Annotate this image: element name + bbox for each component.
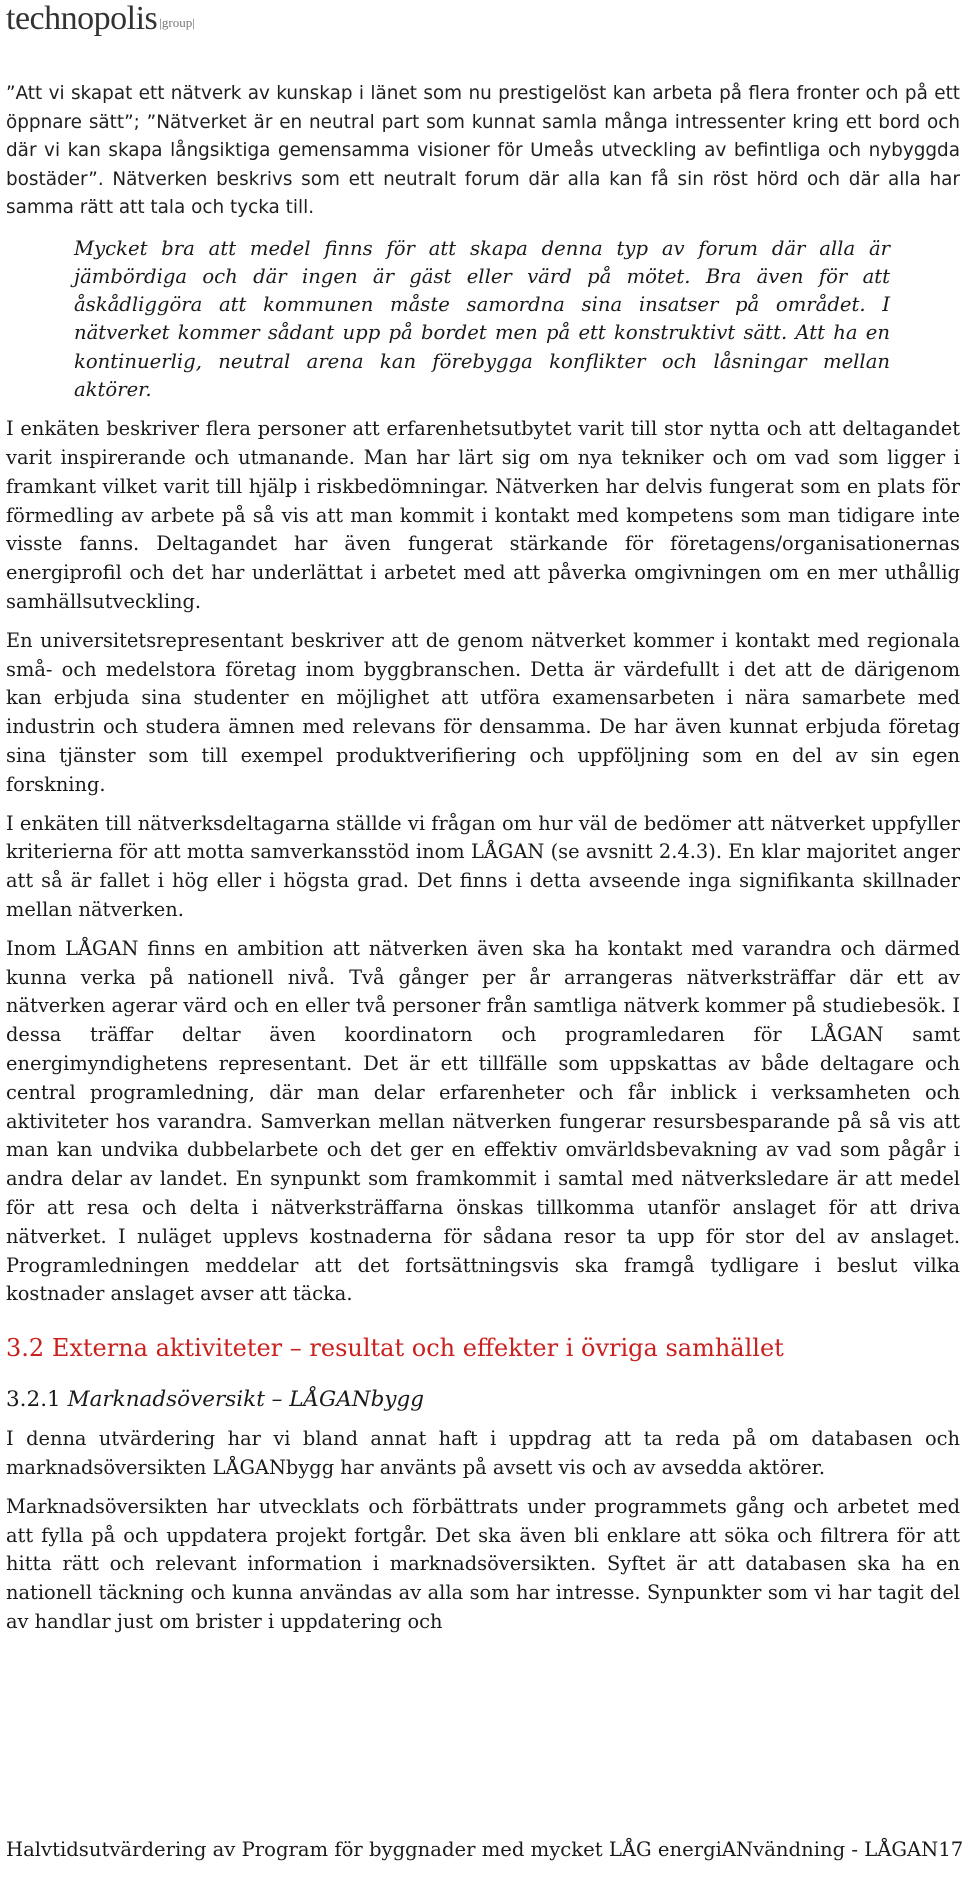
logo-group-tag: |group| [159, 15, 195, 30]
logo-wordmark: technopolis [6, 0, 158, 37]
paragraph-evaluation-task: I denna utvärdering har vi bland annat haft i uppdrag att ta reda på om databasen och marknadsöversikten LÅGANbygg har använts på avsett vis och av avsedda aktörer. [6, 1427, 960, 1479]
page-number: 17 [938, 1838, 963, 1861]
page-footer [6, 1836, 963, 1864]
quote-intro-paragraph: ”Att vi skapat ett nätverk av kunskap i länet som nu prestigelöst kan arbeta på flera fronter och på ett öppnare sätt”; ”Nätverket är en neutral part som kunnat samla många intressenter kring ett bord och där vi kan skapa långsiktiga gemensamma visioner för Umeås utveckling av befintliga och nybyggda bostäder”. Nätverken beskrivs som ett neutralt forum där alla kan få sin röst hörd och där alla har samma rätt att tala och tycka till. [6, 83, 960, 218]
paragraph-criteria: I enkäten till nätverksdeltagarna ställde vi frågan om hur väl de bedömer att nätverket uppfyller kriterierna för att motta samverkansstöd inom LÅGAN (se avsnitt 2.4.3). En klar majoritet anger att så är fallet i hög eller i högsta grad. Det finns i detta avseende inga signifikanta skillnader mellan nätverken. [6, 811, 960, 922]
subsection-number: 3.2.1 [6, 1387, 61, 1413]
subsection-title: Marknadsöversikt – LÅGANbygg [67, 1387, 425, 1413]
section-number: 3.2 [6, 1334, 45, 1363]
document-body [6, 80, 960, 1637]
paragraph-market-overview: Marknadsöversikten har utvecklats och förbättrats under programmets gång och arbetet med att fylla på och uppdatera projekt fortgår. Det ska även bli enklare att söka och filtrera för att hitta rätt och relevant information i marknadsöversikten. Syftet är att databasen ska ha en nationell täckning och kunna användas av alla som har intresse. Synpunkter som vi har tagit del av handlar just om brister i uppdatering och [6, 1494, 960, 1633]
subsection-heading [6, 1385, 960, 1415]
footer-text: Halvtidsutvärdering av Program för byggnader med mycket LÅG energiANvändning - LÅGAN [6, 1838, 939, 1861]
block-quote: Mycket bra att medel finns för att skapa denna typ av forum där alla är jämbördiga och där ingen är gäst eller värd på mötet. Bra även för att åskådliggöra att kommunen måste samordna sina insatser på området. I nätverket kommer sådant upp på bordet men på ett konstruktivt sätt. Att ha en kontinuerlig, neutral arena kan förebygga konflikter och låsningar mellan aktörer. [74, 236, 890, 401]
technopolis-logo [6, 0, 195, 38]
paragraph-survey-experience: I enkäten beskriver flera personer att erfarenhetsutbytet varit till stor nytta och att deltagandet varit inspirerande och utmanande. Man har lärt sig om nya tekniker och om vad som ligger i framkant vilket varit till hjälp i riskbedömningar. Nätverken har delvis fungerat som en plats för förmedling av arbete på så vis att man kommit i kontakt med kompetens som man tidigare inte visste fanns. Deltagandet har även fungerat stärkande för företagens/organisationernas energiprofil och det har underlättat i arbetet med att påverka omgivningen om en mer uthållig samhällsutveckling. [6, 417, 960, 614]
paragraph-national-level: Inom LÅGAN finns en ambition att nätverken även ska ha kontakt med varandra och därmed kunna verka på nationell nivå. Två gånger per år arrangeras nätverksträffar där ett av nätverken agerar värd och en eller två personer från samtliga nätverk kommer på studiebesök. I dessa träffar deltar även koordinatorn och programledaren för LÅGAN samt energimyndighetens representant. Det är ett tillfälle som uppskattas av både deltagare och central programledning, där man delar erfarenheter och får inblick i verksamheten och aktiviteter hos varandra. Samverkan mellan nätverken fungerar resursbesparande på så vis att man kan undvika dubbelarbete och det ger en effektiv omvärldsbevakning av vad som pågår i andra delar av landet. En synpunkt som framkommit i samtal med nätverksledare är att medel för att resa och delta i nätverksträffarna önskas tillkomma utanför anslaget för att driva nätverket. I nuläget upplevs kostnaderna för sådana resor ta upp för stor del av anslaget. Programledningen meddelar att det fortsättningsvis ska framgå tydligare i beslut vilka kostnader anslaget avser att täcka. [6, 936, 960, 1306]
section-title: Externa aktiviteter – resultat och effekter i övriga samhället [51, 1334, 784, 1363]
paragraph-university-rep: En universitetsrepresentant beskriver att de genom nätverket kommer i kontakt med regionala små- och medelstora företag inom byggbranschen. Detta är värdefullt i det att de därigenom kan erbjuda sina studenter en möjlighet att utföra examensarbeten i nära samarbete med industrin och studera ämnen med relevans för densamma. De har även kunnat erbjuda företag sina tjänster som till exempel produktverifiering och uppföljning som en del av sin egen forskning. [6, 628, 960, 796]
section-heading [6, 1333, 960, 1363]
